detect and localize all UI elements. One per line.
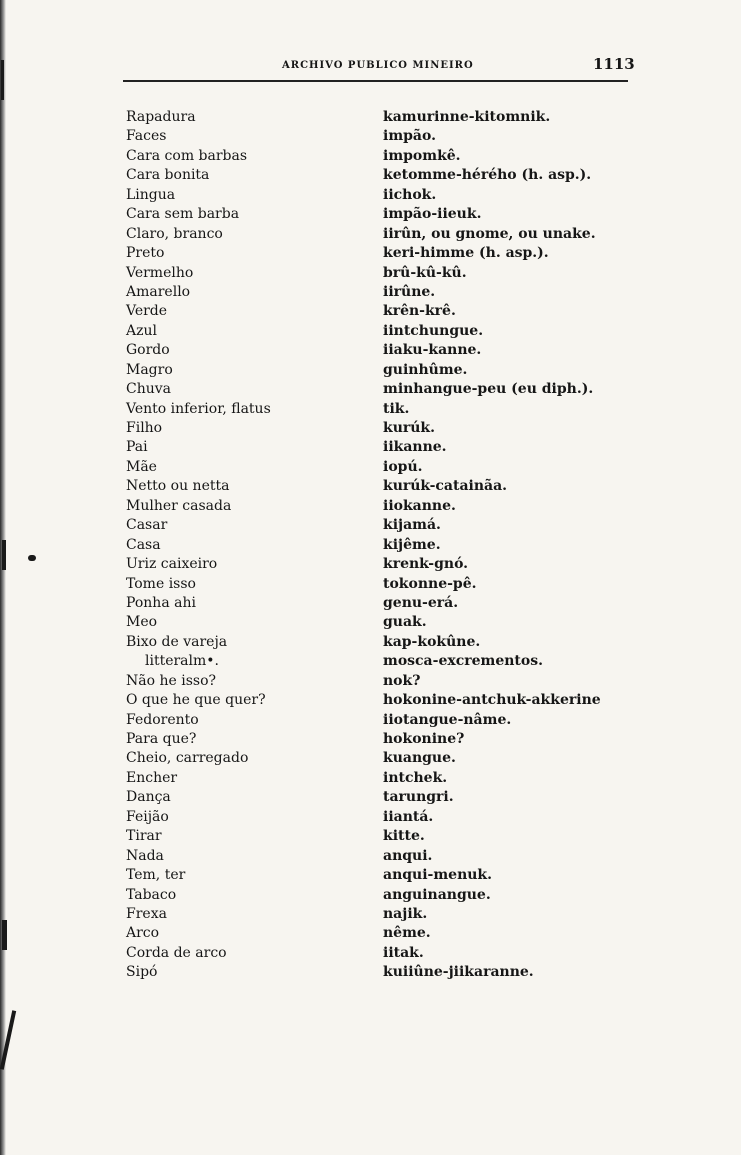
portuguese-term: Cara bonita (126, 167, 210, 184)
portuguese-term: Pai (126, 439, 148, 456)
vocabulary-entry (0, 497, 741, 516)
vocabulary-entry (0, 594, 741, 613)
running-head: ARCHIVO PUBLICO MINEIRO (282, 60, 474, 71)
vocabulary-entry (0, 244, 741, 263)
portuguese-term: Uriz caixeiro (126, 556, 218, 573)
vocabulary-entry (0, 147, 741, 166)
portuguese-term: litteralm•. (145, 653, 219, 670)
vocabulary-entry (0, 691, 741, 710)
native-translation: iichok. (383, 186, 437, 203)
vocabulary-entry (0, 477, 741, 496)
vocabulary-entry (0, 924, 741, 943)
native-translation: hokonine-antchuk-akkerine (383, 692, 601, 709)
vocabulary-entry (0, 886, 741, 905)
portuguese-term: Amarello (126, 283, 191, 300)
portuguese-term: Dança (126, 789, 171, 806)
portuguese-term: Não he isso? (126, 672, 217, 689)
vocabulary-list (0, 108, 741, 983)
vocabulary-entry (0, 555, 741, 574)
portuguese-term: Magro (126, 361, 173, 378)
native-translation: tik. (383, 400, 410, 417)
vocabulary-entry (0, 905, 741, 924)
portuguese-term: Para que? (126, 731, 197, 747)
vocabulary-entry (0, 672, 741, 691)
portuguese-term: Cheio, carregado (126, 750, 249, 767)
portuguese-term: Tirar (126, 828, 162, 845)
vocabulary-entry (0, 847, 741, 866)
native-translation: kurúk-catainãa. (383, 478, 508, 495)
native-translation: kuiiûne-jiikaranne. (383, 964, 534, 981)
native-translation: kuangue. (383, 750, 456, 767)
portuguese-term: Tome isso (126, 575, 196, 592)
vocabulary-entry (0, 341, 741, 360)
portuguese-term: Feijão (126, 808, 169, 825)
page-number: 1113 (593, 55, 635, 73)
vocabulary-entry (0, 380, 741, 399)
native-translation: iintchungue. (383, 322, 484, 339)
vocabulary-entry (0, 633, 741, 652)
native-translation: kijamá. (383, 517, 441, 534)
native-translation: kap-kokûne. (383, 633, 481, 650)
vocabulary-entry (0, 944, 741, 963)
portuguese-term: Encher (126, 769, 178, 786)
portuguese-term: Nada (126, 847, 164, 864)
vocabulary-entry (0, 283, 741, 302)
vocabulary-entry (0, 400, 741, 419)
portuguese-term: Verde (126, 303, 168, 320)
native-translation: nême. (383, 925, 431, 942)
vocabulary-entry (0, 749, 741, 768)
vocabulary-entry (0, 264, 741, 283)
native-translation: guak. (383, 614, 427, 631)
vocabulary-entry (0, 438, 741, 457)
vocabulary-entry (0, 575, 741, 594)
native-translation: intchek. (383, 769, 448, 786)
vocabulary-entry (0, 419, 741, 438)
portuguese-term: Netto ou netta (126, 478, 230, 495)
portuguese-term: Fedorento (126, 711, 199, 728)
portuguese-term: Casa (126, 536, 161, 553)
portuguese-term: Mulher casada (126, 497, 232, 514)
vocabulary-entry (0, 866, 741, 885)
vocabulary-entry (0, 808, 741, 827)
vocabulary-entry (0, 516, 741, 535)
vocabulary-entry (0, 711, 741, 730)
portuguese-term: O que he que quer? (126, 692, 266, 709)
portuguese-term: Claro, branco (126, 225, 223, 242)
vocabulary-entry (0, 127, 741, 146)
native-translation: iirûn, ou gnome, ou unake. (383, 225, 596, 242)
vocabulary-entry (0, 205, 741, 224)
portuguese-term: Tem, ter (126, 867, 186, 884)
native-translation: iiantá. (383, 808, 434, 825)
portuguese-term: Tabaco (126, 886, 177, 903)
native-translation: iiotangue-nâme. (383, 711, 512, 728)
native-translation: najik. (383, 905, 428, 922)
vocabulary-entry (0, 730, 741, 749)
vocabulary-entry (0, 536, 741, 555)
vocabulary-entry (0, 652, 741, 671)
portuguese-term: Cara com barbas (126, 147, 248, 164)
portuguese-term: Vento inferior, flatus (126, 400, 271, 417)
portuguese-term: Faces (126, 128, 167, 145)
portuguese-term: Arco (126, 925, 160, 942)
portuguese-term: Lingua (126, 186, 176, 203)
vocabulary-entry (0, 361, 741, 380)
portuguese-term: Vermelho (126, 264, 194, 281)
native-translation: anguinangue. (383, 886, 491, 903)
native-translation: iirûne. (383, 283, 436, 300)
portuguese-term: Casar (126, 517, 168, 534)
native-translation: anqui. (383, 847, 433, 864)
native-translation: tokonne-pê. (383, 575, 477, 592)
native-translation: kitte. (383, 828, 425, 845)
vocabulary-entry (0, 613, 741, 632)
vocabulary-entry (0, 827, 741, 846)
native-translation: brû-kû-kû. (383, 264, 467, 281)
native-translation: iiaku-kanne. (383, 342, 482, 359)
portuguese-term: Bixo de vareja (126, 633, 228, 650)
native-translation: keri-himme (h. asp.). (383, 245, 549, 262)
native-translation: impomkê. (383, 147, 461, 164)
header-rule (123, 80, 628, 82)
native-translation: iiokanne. (383, 497, 456, 514)
native-translation: iikanne. (383, 439, 447, 456)
portuguese-term: Ponha ahi (126, 594, 196, 611)
native-translation: guinhûme. (383, 361, 468, 378)
vocabulary-entry (0, 322, 741, 341)
native-translation: kamurinne-kitomnik. (383, 109, 551, 125)
vocabulary-entry (0, 166, 741, 185)
native-translation: ketomme-hérého (h. asp.). (383, 167, 592, 184)
native-translation: krên-krê. (383, 303, 456, 320)
vocabulary-entry (0, 186, 741, 205)
vocabulary-entry (0, 769, 741, 788)
native-translation: hokonine? (383, 731, 465, 747)
portuguese-term: Mãe (126, 458, 157, 475)
native-translation: iopú. (383, 458, 423, 475)
portuguese-term: Chuva (126, 381, 172, 398)
portuguese-term: Filho (126, 420, 163, 436)
portuguese-term: Frexa (126, 905, 167, 922)
vocabulary-entry (0, 225, 741, 244)
portuguese-term: Cara sem barba (126, 206, 240, 223)
native-translation: kurúk. (383, 420, 436, 436)
scan-edge-mark (1, 60, 4, 100)
portuguese-term: Corda de arco (126, 944, 227, 961)
portuguese-term: Preto (126, 245, 165, 262)
native-translation: nok? (383, 672, 421, 689)
vocabulary-entry (0, 458, 741, 477)
portuguese-term: Sipó (126, 964, 158, 981)
vocabulary-entry (0, 788, 741, 807)
native-translation: impão. (383, 128, 436, 145)
native-translation: mosca-excrementos. (383, 653, 543, 670)
native-translation: iitak. (383, 944, 424, 961)
portuguese-term: Meo (126, 614, 158, 631)
native-translation: minhangue-peu (eu diph.). (383, 381, 594, 398)
native-translation: kijême. (383, 536, 441, 553)
portuguese-term: Gordo (126, 342, 170, 359)
native-translation: tarungri. (383, 789, 454, 806)
vocabulary-entry (0, 108, 741, 127)
native-translation: impão-iieuk. (383, 206, 482, 223)
vocabulary-entry (0, 302, 741, 321)
native-translation: krenk-gnó. (383, 556, 469, 573)
native-translation: anqui-menuk. (383, 867, 492, 884)
portuguese-term: Rapadura (126, 109, 196, 125)
vocabulary-entry (0, 963, 741, 982)
native-translation: genu-erá. (383, 594, 459, 611)
portuguese-term: Azul (126, 322, 157, 339)
